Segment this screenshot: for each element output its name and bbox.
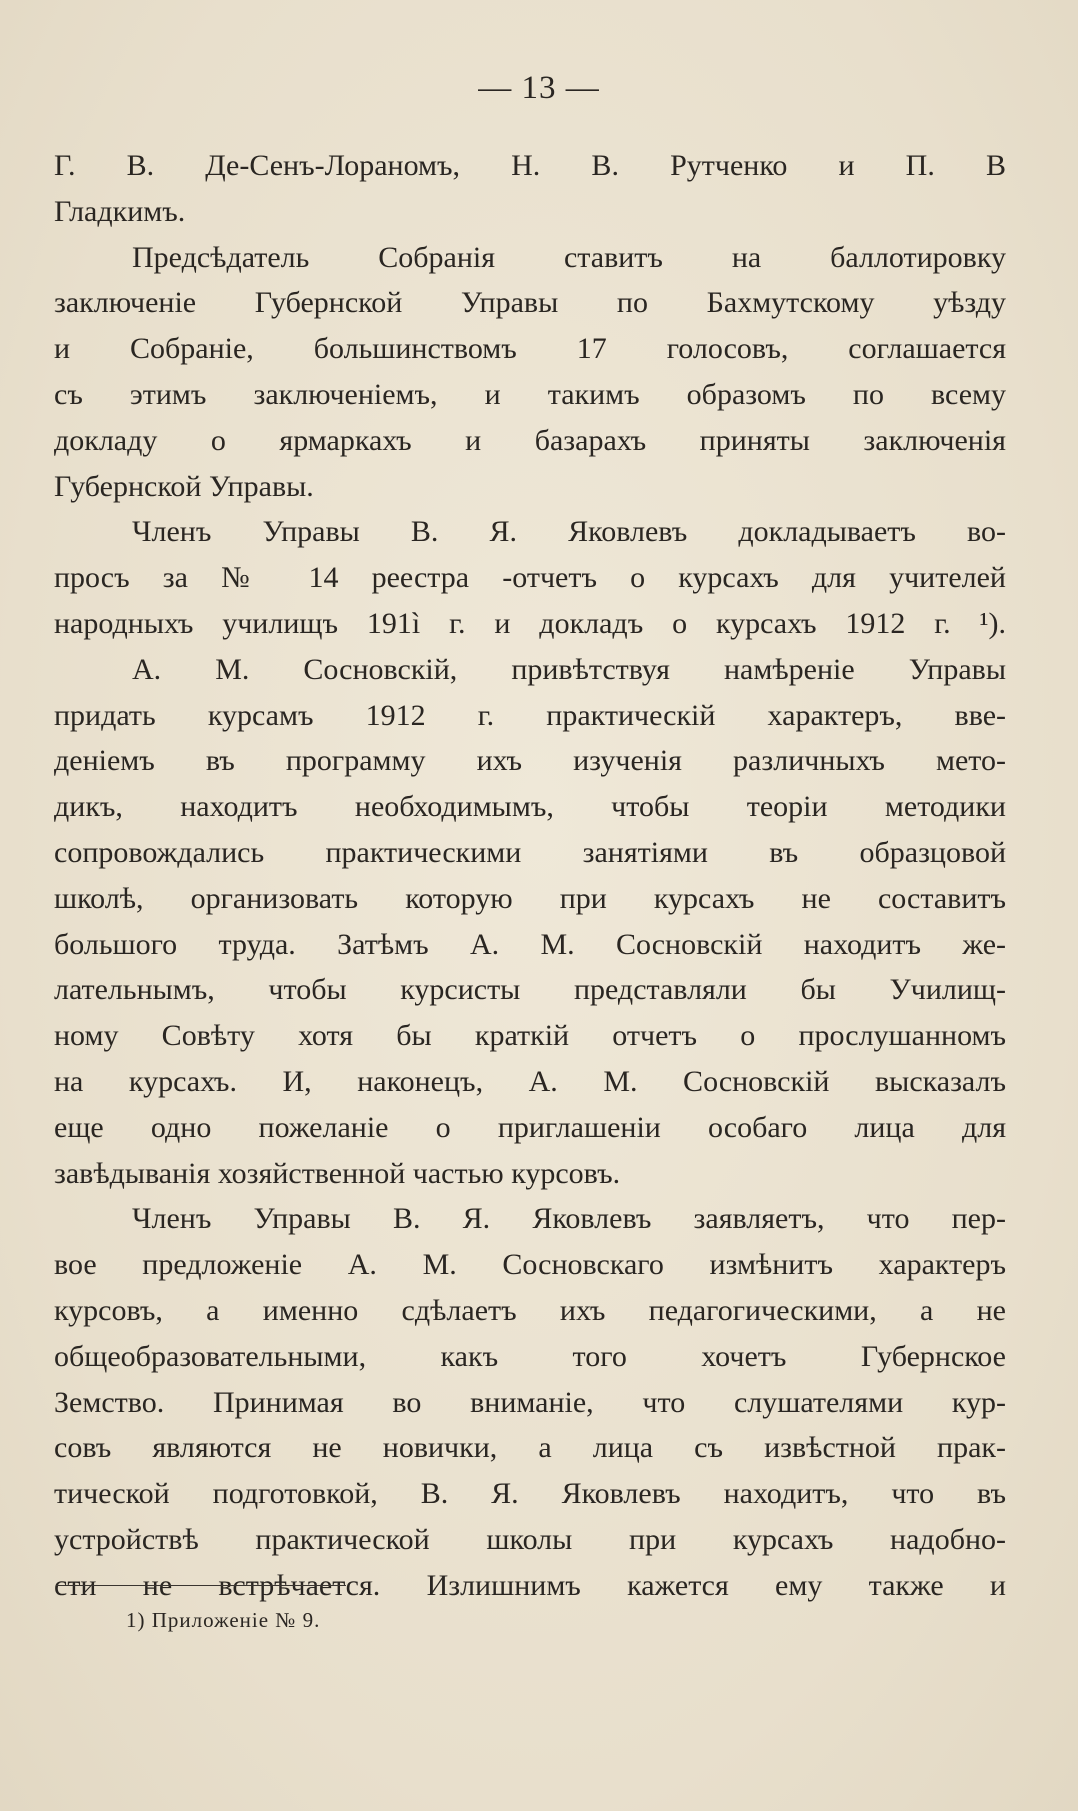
text-line: вое предложеніе А. М. Сосновскаго измѣнитъ характеръ: [54, 1248, 1006, 1282]
text-line: придать курсамъ 1912 г. практическій характеръ, вве-: [54, 698, 1006, 732]
text-line: лательнымъ, чтобы курсисты представляли бы Училищ-: [54, 973, 1006, 1007]
text-line: А. М. Сосновскій, привѣтствуя намѣреніе Управы: [132, 652, 1006, 686]
page-number: — 13 —: [478, 70, 600, 106]
text-line: совъ являются не новички, а лица съ извѣстной прак-: [54, 1431, 1006, 1465]
text-line: и Собраніе, большинствомъ 17 голосовъ, соглашается: [54, 332, 1006, 366]
text-line: съ этимъ заключеніемъ, и такимъ образомъ по всему: [54, 377, 1006, 411]
text-line: деніемъ въ программу ихъ изученія различныхъ мето-: [54, 744, 1006, 778]
text-line: Членъ Управы В. Я. Яковлевъ докладываетъ во-: [132, 515, 1006, 549]
text-line: еще одно пожеланіе о приглашеніи особаго лица для: [54, 1110, 1006, 1144]
text-line: тической подготовкой, В. Я. Яковлевъ находитъ, что въ: [54, 1477, 1006, 1511]
text-line: дикъ, находитъ необходимымъ, чтобы теоріи методики: [54, 790, 1006, 824]
text-line: заключеніе Губернской Управы по Бахмутскому уѣзду: [54, 286, 1006, 320]
text-line: Губернской Управы.: [54, 469, 314, 503]
text-line: Предсѣдатель Собранія ставитъ на баллотировку: [132, 240, 1006, 274]
text-line: сти не встрѣчается. Излишнимъ кажется ему также и: [54, 1568, 1006, 1602]
text-line: Земство. Принимая во вниманіе, что слушателями кур-: [54, 1385, 1006, 1419]
text-line: докладу о ярмаркахъ и базарахъ приняты заключенія: [54, 423, 1006, 457]
text-line: ному Совѣту хотя бы краткій отчетъ о прослушанномъ: [54, 1019, 1006, 1053]
text-line: Членъ Управы В. Я. Яковлевъ заявляетъ, что пер-: [132, 1202, 1006, 1236]
text-line: Гладкимъ.: [54, 194, 186, 228]
body-text: [54, 143, 1006, 1609]
text-line: сопровождались практическими занятіями въ образцовой: [54, 835, 1006, 869]
text-line: Г. В. Де-Сенъ-Лораномъ, Н. В. Рутченко и П. В: [54, 149, 1006, 182]
text-line: курсовъ, а именно сдѣлаетъ ихъ педагогическими, а не: [54, 1293, 1006, 1327]
text-line: завѣдыванія хозяйственной частью курсовъ.: [54, 1156, 621, 1190]
footnote: 1) Приложеніе № 9.: [126, 1608, 321, 1632]
text-line: устройствѣ практической школы при курсахъ надобно-: [54, 1522, 1006, 1556]
footnote-divider: [56, 1585, 346, 1586]
text-line: общеобразовательными, какъ того хочетъ Губернское: [54, 1339, 1006, 1373]
text-line: школѣ, организовать которую при курсахъ не составитъ: [54, 881, 1006, 915]
text-line: большого труда. Затѣмъ А. М. Сосновскій находитъ же-: [54, 927, 1006, 961]
text-line: народныхъ училищъ 191ì г. и докладъ о курсахъ 1912 г. ¹).: [54, 606, 1006, 640]
text-line: просъ за № 14 реестра -отчетъ о курсахъ для учителей: [54, 561, 1006, 595]
text-line: на курсахъ. И, наконецъ, А. М. Сосновскій высказалъ: [54, 1064, 1006, 1098]
